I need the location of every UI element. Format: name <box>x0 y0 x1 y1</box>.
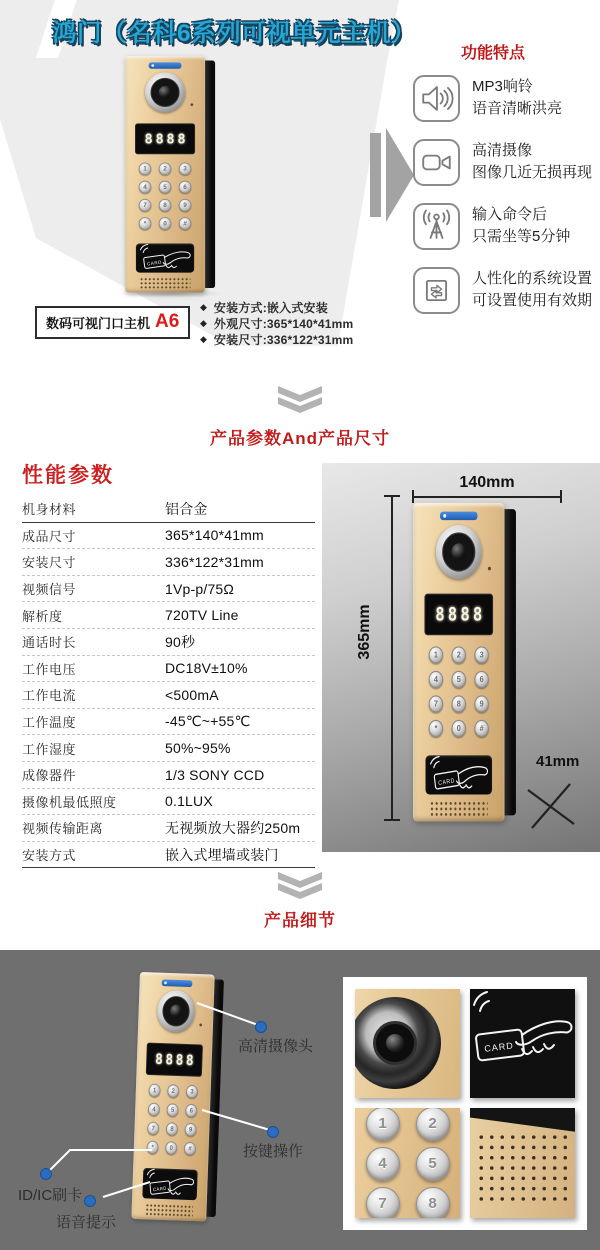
param-row <box>22 762 315 789</box>
width-dim-label: 140mm <box>459 474 515 491</box>
spec-text: 外观尺寸:365*140*41mm <box>213 316 354 331</box>
param-label: 工作电流 <box>22 688 77 704</box>
keypad-key: 7 <box>429 695 444 712</box>
dim-cap <box>384 819 400 821</box>
page-title: 鸿门（名科6系列可视单元主机） <box>52 20 417 47</box>
diamond-bullet-icon: ◆ <box>200 333 207 344</box>
spec-line <box>200 315 353 331</box>
keypad-key: 4 <box>139 181 152 194</box>
feature-item <box>413 130 598 194</box>
camera-lens-inner <box>442 532 475 571</box>
camera-lens <box>145 72 185 112</box>
param-row <box>22 735 315 762</box>
feature-item <box>413 66 598 130</box>
keypad-key: 8 <box>451 695 466 712</box>
model-label-box <box>35 306 190 339</box>
param-value: 0.1LUX <box>165 793 213 810</box>
param-value: 336*122*31mm <box>165 553 264 570</box>
param-row <box>22 842 315 869</box>
param-label: 视频信号 <box>22 582 77 598</box>
main-product-photo <box>125 56 216 293</box>
depth-dim-mark <box>522 778 580 830</box>
param-row <box>22 602 315 629</box>
lens-glass <box>386 1034 404 1052</box>
camera-lens-core <box>451 543 466 560</box>
param-row <box>22 709 315 736</box>
param-row <box>22 576 315 603</box>
diamond-bullet-icon: ◆ <box>200 301 207 312</box>
param-value: 90秒 <box>165 633 196 650</box>
lens-barrel <box>373 1021 417 1065</box>
keypad <box>139 162 192 229</box>
feature-text <box>472 140 592 184</box>
callout-keypad: 按键操作 <box>243 1143 304 1160</box>
keypad-key: 4 <box>366 1147 400 1181</box>
speaker-grille <box>140 277 191 289</box>
keypad-key: 3 <box>186 1085 198 1099</box>
lens-ring <box>355 997 441 1089</box>
led-display <box>424 594 493 636</box>
svg-text:CARD: CARD <box>152 1185 167 1193</box>
keypad-key: * <box>139 217 152 230</box>
feature-item <box>413 258 598 322</box>
feature-line1: MP3响铃 <box>472 78 533 95</box>
spec-line <box>200 331 353 347</box>
param-value: 铝合金 <box>165 500 208 517</box>
param-value: 365*140*41mm <box>165 527 264 544</box>
param-row <box>22 496 315 523</box>
card-reader <box>425 755 492 794</box>
feature-text <box>472 76 562 120</box>
device-side-panel <box>204 61 215 288</box>
param-label: 摄像机最低照度 <box>22 794 117 810</box>
display-digits: 8888 <box>435 603 486 626</box>
led-display <box>135 123 195 154</box>
dim-cap <box>384 495 400 497</box>
param-value: 1Vp-p/75Ω <box>165 580 235 597</box>
param-value: 嵌入式埋墙或装门 <box>165 846 279 863</box>
card-reader <box>136 243 194 272</box>
keypad-key: 9 <box>184 1123 196 1137</box>
param-row <box>22 682 315 709</box>
camera-lens-inner <box>150 78 179 107</box>
diamond-bullet-icon: ◆ <box>200 317 207 328</box>
param-row <box>22 815 315 842</box>
intercom-device <box>413 503 517 822</box>
keypad-key: 2 <box>451 646 466 663</box>
keypad-closeup <box>355 1108 460 1219</box>
callout-voice: 语音提示 <box>56 1214 117 1231</box>
card-reader-closeup <box>470 989 575 1098</box>
svg-text:CARD: CARD <box>437 777 456 788</box>
param-value: 无视频放大器约250m <box>165 819 301 836</box>
feature-line2: 只需坐等5分钟 <box>472 228 571 245</box>
keypad-key: 6 <box>179 181 192 194</box>
callout-card: ID/IC刷卡 <box>18 1187 83 1204</box>
feature-text <box>472 268 592 312</box>
device-side-panel <box>503 509 515 815</box>
svg-text:CARD: CARD <box>483 1040 515 1054</box>
keypad-key: 5 <box>159 181 172 194</box>
param-value: DC18V±10% <box>165 660 248 677</box>
keypad-key: 5 <box>451 671 466 688</box>
keypad-key: 7 <box>147 1122 159 1136</box>
keypad-key: 6 <box>474 671 489 688</box>
spec-line <box>200 299 353 315</box>
param-row <box>22 789 315 816</box>
depth-dim-label: 41mm <box>536 753 580 770</box>
keypad-key: 7 <box>139 199 152 212</box>
param-label: 机身材料 <box>22 502 77 518</box>
keypad-key: 1 <box>366 1108 400 1141</box>
mic-hole <box>191 103 194 106</box>
camera-lens-core <box>159 86 172 99</box>
divider-params-title: 产品参数And产品尺寸 <box>209 429 391 448</box>
keypad-key: 5 <box>416 1147 450 1181</box>
system-settings-icon <box>413 267 460 314</box>
keypad-key: 4 <box>148 1103 160 1117</box>
feature-text <box>472 204 570 248</box>
brand-logo <box>149 62 182 68</box>
speaker-icon <box>413 75 460 122</box>
keypad-key: * <box>146 1140 158 1154</box>
chevron-down-icon <box>277 872 323 900</box>
detail-closeup-grid <box>343 977 587 1230</box>
keypad-key: 1 <box>429 646 444 663</box>
keypad-key: 5 <box>166 1103 178 1117</box>
feature-line2: 语音清晰洪亮 <box>472 100 563 117</box>
params-heading: 性能参数 <box>22 464 114 487</box>
dimension-device-photo <box>413 503 517 822</box>
param-label: 工作温度 <box>22 715 77 731</box>
param-label: 工作电压 <box>22 661 77 677</box>
keypad-key: 0 <box>159 217 172 230</box>
param-label: 成像器件 <box>22 768 77 784</box>
param-label: 视频传输距离 <box>22 821 104 837</box>
param-label: 通话时长 <box>22 635 77 651</box>
keypad-key: 0 <box>451 720 466 737</box>
card-swipe-icon <box>425 755 492 794</box>
speaker-closeup <box>470 1108 575 1219</box>
brand-logo <box>440 512 477 521</box>
keypad-key: 3 <box>474 646 489 663</box>
features-list <box>413 66 598 322</box>
feature-line2: 可设置使用有效期 <box>472 292 593 309</box>
param-label: 解析度 <box>22 608 63 624</box>
keypad-key: 2 <box>159 162 172 175</box>
height-dim-label: 365mm <box>356 604 373 660</box>
chevron-down-icon <box>277 386 323 414</box>
keypad-key: 8 <box>159 199 172 212</box>
keypad-key: 2 <box>416 1108 450 1141</box>
width-dim-line <box>413 496 561 498</box>
feature-line1: 人性化的系统设置 <box>472 270 593 287</box>
keypad-key: 1 <box>139 162 152 175</box>
param-row <box>22 549 315 576</box>
feature-line1: 高清摄像 <box>472 142 533 159</box>
param-value: 50%~95% <box>165 740 231 757</box>
param-label: 安装尺寸 <box>22 555 77 571</box>
camera-lens <box>436 525 482 579</box>
param-label: 成品尺寸 <box>22 528 77 544</box>
keypad-key: 4 <box>429 671 444 688</box>
keypad-key: 9 <box>179 199 192 212</box>
param-row <box>22 523 315 550</box>
keypad-key: 7 <box>366 1187 400 1218</box>
display-digits: 8888 <box>144 130 189 147</box>
keypad-key: 8 <box>166 1122 178 1136</box>
model-label-text: 数码可视门口主机 <box>46 315 151 331</box>
keypad-key: # <box>474 720 489 737</box>
height-dim-line <box>391 496 393 820</box>
keypad-key: 2 <box>167 1084 179 1098</box>
keypad-key: 1 <box>148 1084 160 1098</box>
param-value: <500mA <box>165 686 219 703</box>
video-camera-icon <box>413 139 460 186</box>
divider-details-title: 产品细节 <box>264 911 336 930</box>
param-value: -45℃~+55℃ <box>165 713 251 730</box>
feature-line2: 图像几近无损再现 <box>472 164 593 181</box>
keypad-key: # <box>184 1142 196 1156</box>
param-value: 1/3 SONY CCD <box>165 766 265 783</box>
keypad <box>429 646 489 737</box>
features-heading: 功能特点 <box>460 45 525 62</box>
spec-text: 安装尺寸:336*122*31mm <box>213 332 354 347</box>
spec-text: 安装方式:嵌入式安装 <box>213 300 328 315</box>
speaker-grille <box>430 801 488 817</box>
device-face <box>413 503 505 822</box>
product-details-section <box>0 950 600 1250</box>
param-label: 工作湿度 <box>22 741 77 757</box>
feature-item <box>413 194 598 258</box>
param-value: 720TV Line <box>165 607 239 624</box>
param-row <box>22 656 315 683</box>
display-digits: 8888 <box>154 1050 197 1070</box>
keypad-key: 8 <box>416 1187 450 1218</box>
camera-closeup <box>355 989 460 1098</box>
params-table <box>22 496 315 868</box>
keypad-key: 3 <box>179 162 192 175</box>
model-code: A6 <box>155 311 180 332</box>
keypad-key: 0 <box>165 1141 177 1155</box>
mic-hole <box>488 567 491 571</box>
install-specs-list <box>200 299 353 347</box>
arrow-bar <box>370 133 381 217</box>
arrow-right-icon <box>386 128 414 222</box>
dim-tick <box>412 490 414 503</box>
dim-tick <box>560 490 562 503</box>
intercom-device <box>125 56 216 293</box>
device-face <box>125 56 205 293</box>
antenna-icon <box>413 203 460 250</box>
param-row <box>22 629 315 656</box>
feature-line1: 输入命令后 <box>472 206 548 223</box>
card-swipe-icon <box>136 243 194 272</box>
callout-camera: 高清摄像头 <box>238 1038 314 1055</box>
keypad-key: * <box>429 720 444 737</box>
param-label: 安装方式 <box>22 848 77 864</box>
keypad-key: # <box>179 217 192 230</box>
svg-text:CARD: CARD <box>146 259 163 267</box>
dimension-figure <box>322 463 600 852</box>
keypad-key: 6 <box>185 1104 197 1118</box>
keypad-key: 9 <box>474 695 489 712</box>
